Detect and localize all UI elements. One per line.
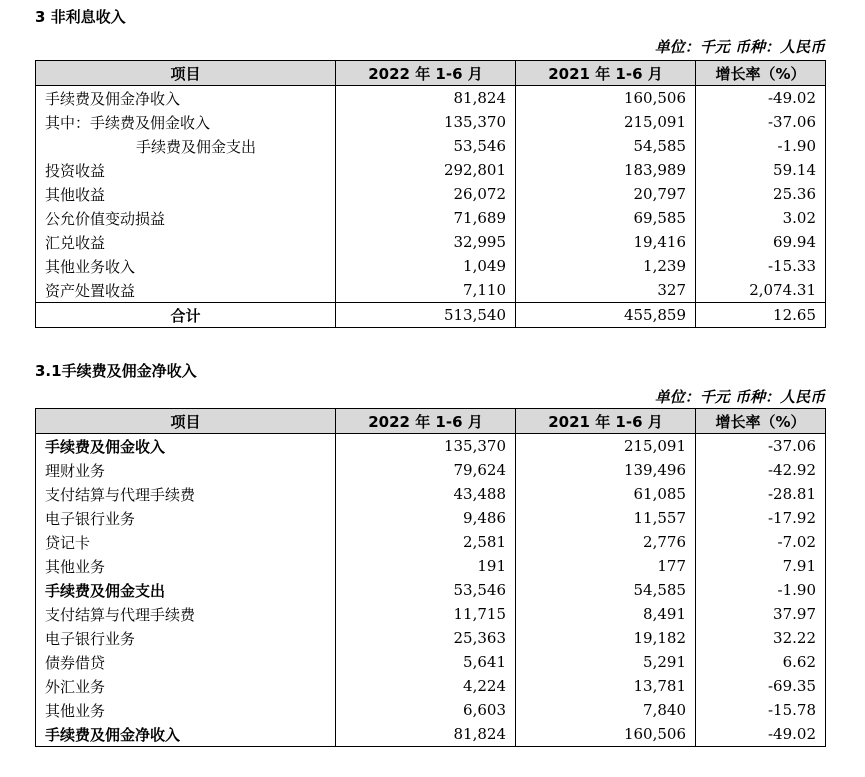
row-label: 其他业务收入 xyxy=(36,254,336,278)
value-2022: 6,603 xyxy=(336,698,516,722)
value-2022: 292,801 xyxy=(336,158,516,182)
growth-rate: -15.78 xyxy=(696,698,826,722)
value-2021: 19,182 xyxy=(516,626,696,650)
section-title-non-interest-income: 3 非利息收入 xyxy=(35,8,126,26)
value-2022: 2,581 xyxy=(336,530,516,554)
fee-commission-table xyxy=(35,408,826,747)
growth-rate: -69.35 xyxy=(696,674,826,698)
value-2022: 43,488 xyxy=(336,482,516,506)
value-2022: 191 xyxy=(336,554,516,578)
header-2021: 2021 年 1-6 月 xyxy=(516,409,696,434)
value-2021: 177 xyxy=(516,554,696,578)
row-label: 外汇业务 xyxy=(36,674,336,698)
table-row xyxy=(36,554,826,578)
header-2022: 2022 年 1-6 月 xyxy=(336,409,516,434)
header-2022: 2022 年 1-6 月 xyxy=(336,61,516,86)
growth-rate: -49.02 xyxy=(696,86,826,111)
growth-rate: -42.92 xyxy=(696,458,826,482)
table-row xyxy=(36,698,826,722)
value-2022: 1,049 xyxy=(336,254,516,278)
growth-rate: -1.90 xyxy=(696,578,826,602)
table-row xyxy=(36,110,826,134)
growth-rate: 59.14 xyxy=(696,158,826,182)
growth-rate: -15.33 xyxy=(696,254,826,278)
value-2021: 2,776 xyxy=(516,530,696,554)
row-label: 其他收益 xyxy=(36,182,336,206)
table-row xyxy=(36,506,826,530)
value-2022: 81,824 xyxy=(336,86,516,111)
growth-rate: -49.02 xyxy=(696,722,826,747)
table-header-row xyxy=(36,409,826,434)
row-label: 其他业务 xyxy=(36,554,336,578)
value-2022: 25,363 xyxy=(336,626,516,650)
row-label: 手续费及佣金支出 xyxy=(36,134,336,158)
table-row xyxy=(36,278,826,303)
growth-rate: -1.90 xyxy=(696,134,826,158)
table-row xyxy=(36,182,826,206)
table-row xyxy=(36,674,826,698)
unit-currency-note: 单位：千元 币种：人民币 xyxy=(654,388,825,406)
value-2022: 135,370 xyxy=(336,110,516,134)
value-2022: 513,540 xyxy=(336,303,516,328)
table-row xyxy=(36,626,826,650)
growth-rate: 12.65 xyxy=(696,303,826,328)
growth-rate: -17.92 xyxy=(696,506,826,530)
value-2022: 5,641 xyxy=(336,650,516,674)
table-row xyxy=(36,530,826,554)
header-growth-rate: 增长率（%） xyxy=(696,61,826,86)
header-item: 项目 xyxy=(36,409,336,434)
value-2022: 135,370 xyxy=(336,434,516,459)
table-row xyxy=(36,86,826,111)
table-row xyxy=(36,134,826,158)
value-2021: 455,859 xyxy=(516,303,696,328)
value-2022: 53,546 xyxy=(336,134,516,158)
table-row xyxy=(36,482,826,506)
value-2021: 11,557 xyxy=(516,506,696,530)
value-2021: 13,781 xyxy=(516,674,696,698)
row-label: 汇兑收益 xyxy=(36,230,336,254)
value-2022: 4,224 xyxy=(336,674,516,698)
value-2021: 54,585 xyxy=(516,134,696,158)
value-2021: 5,291 xyxy=(516,650,696,674)
row-label: 电子银行业务 xyxy=(36,506,336,530)
table-row xyxy=(36,722,826,747)
value-2022: 26,072 xyxy=(336,182,516,206)
value-2021: 20,797 xyxy=(516,182,696,206)
value-2021: 1,239 xyxy=(516,254,696,278)
header-growth-rate: 增长率（%） xyxy=(696,409,826,434)
growth-rate: 37.97 xyxy=(696,602,826,626)
header-item: 项目 xyxy=(36,61,336,86)
growth-rate: 25.36 xyxy=(696,182,826,206)
table-row xyxy=(36,254,826,278)
table-row xyxy=(36,158,826,182)
value-2021: 215,091 xyxy=(516,434,696,459)
growth-rate: 3.02 xyxy=(696,206,826,230)
non-interest-income-table xyxy=(35,60,826,328)
growth-rate: -7.02 xyxy=(696,530,826,554)
table-row xyxy=(36,458,826,482)
value-2022: 11,715 xyxy=(336,602,516,626)
value-2021: 54,585 xyxy=(516,578,696,602)
row-label: 支付结算与代理手续费 xyxy=(36,602,336,626)
value-2022: 7,110 xyxy=(336,278,516,303)
value-2022: 9,486 xyxy=(336,506,516,530)
row-label: 债券借贷 xyxy=(36,650,336,674)
value-2022: 32,995 xyxy=(336,230,516,254)
value-2021: 61,085 xyxy=(516,482,696,506)
value-2021: 7,840 xyxy=(516,698,696,722)
value-2021: 160,506 xyxy=(516,722,696,747)
value-2021: 8,491 xyxy=(516,602,696,626)
value-2022: 79,624 xyxy=(336,458,516,482)
growth-rate: -37.06 xyxy=(696,434,826,459)
table-header-row xyxy=(36,61,826,86)
header-2021: 2021 年 1-6 月 xyxy=(516,61,696,86)
table-row xyxy=(36,230,826,254)
row-label: 其中：手续费及佣金收入 xyxy=(36,110,336,134)
section-title-fee-commission: 3.1手续费及佣金净收入 xyxy=(35,362,197,380)
value-2022: 71,689 xyxy=(336,206,516,230)
table-row xyxy=(36,650,826,674)
growth-rate: 32.22 xyxy=(696,626,826,650)
value-2021: 183,989 xyxy=(516,158,696,182)
value-2022: 81,824 xyxy=(336,722,516,747)
table-row xyxy=(36,206,826,230)
value-2021: 160,506 xyxy=(516,86,696,111)
total-label: 合计 xyxy=(36,303,336,328)
row-label: 投资收益 xyxy=(36,158,336,182)
row-label: 其他业务 xyxy=(36,698,336,722)
value-2021: 215,091 xyxy=(516,110,696,134)
row-label: 贷记卡 xyxy=(36,530,336,554)
unit-currency-note: 单位：千元 币种：人民币 xyxy=(654,38,825,56)
total-row xyxy=(36,303,826,328)
row-label: 手续费及佣金净收入 xyxy=(36,722,336,747)
row-label: 手续费及佣金净收入 xyxy=(36,86,336,111)
row-label: 电子银行业务 xyxy=(36,626,336,650)
value-2022: 53,546 xyxy=(336,578,516,602)
row-label: 理财业务 xyxy=(36,458,336,482)
row-label: 支付结算与代理手续费 xyxy=(36,482,336,506)
value-2021: 327 xyxy=(516,278,696,303)
table-row xyxy=(36,602,826,626)
row-label: 资产处置收益 xyxy=(36,278,336,303)
growth-rate: 69.94 xyxy=(696,230,826,254)
growth-rate: -28.81 xyxy=(696,482,826,506)
row-label: 公允价值变动损益 xyxy=(36,206,336,230)
growth-rate: -37.06 xyxy=(696,110,826,134)
table-row xyxy=(36,434,826,459)
growth-rate: 6.62 xyxy=(696,650,826,674)
table-row xyxy=(36,578,826,602)
growth-rate: 2,074.31 xyxy=(696,278,826,303)
value-2021: 139,496 xyxy=(516,458,696,482)
row-label: 手续费及佣金支出 xyxy=(36,578,336,602)
row-label: 手续费及佣金收入 xyxy=(36,434,336,459)
growth-rate: 7.91 xyxy=(696,554,826,578)
value-2021: 69,585 xyxy=(516,206,696,230)
value-2021: 19,416 xyxy=(516,230,696,254)
